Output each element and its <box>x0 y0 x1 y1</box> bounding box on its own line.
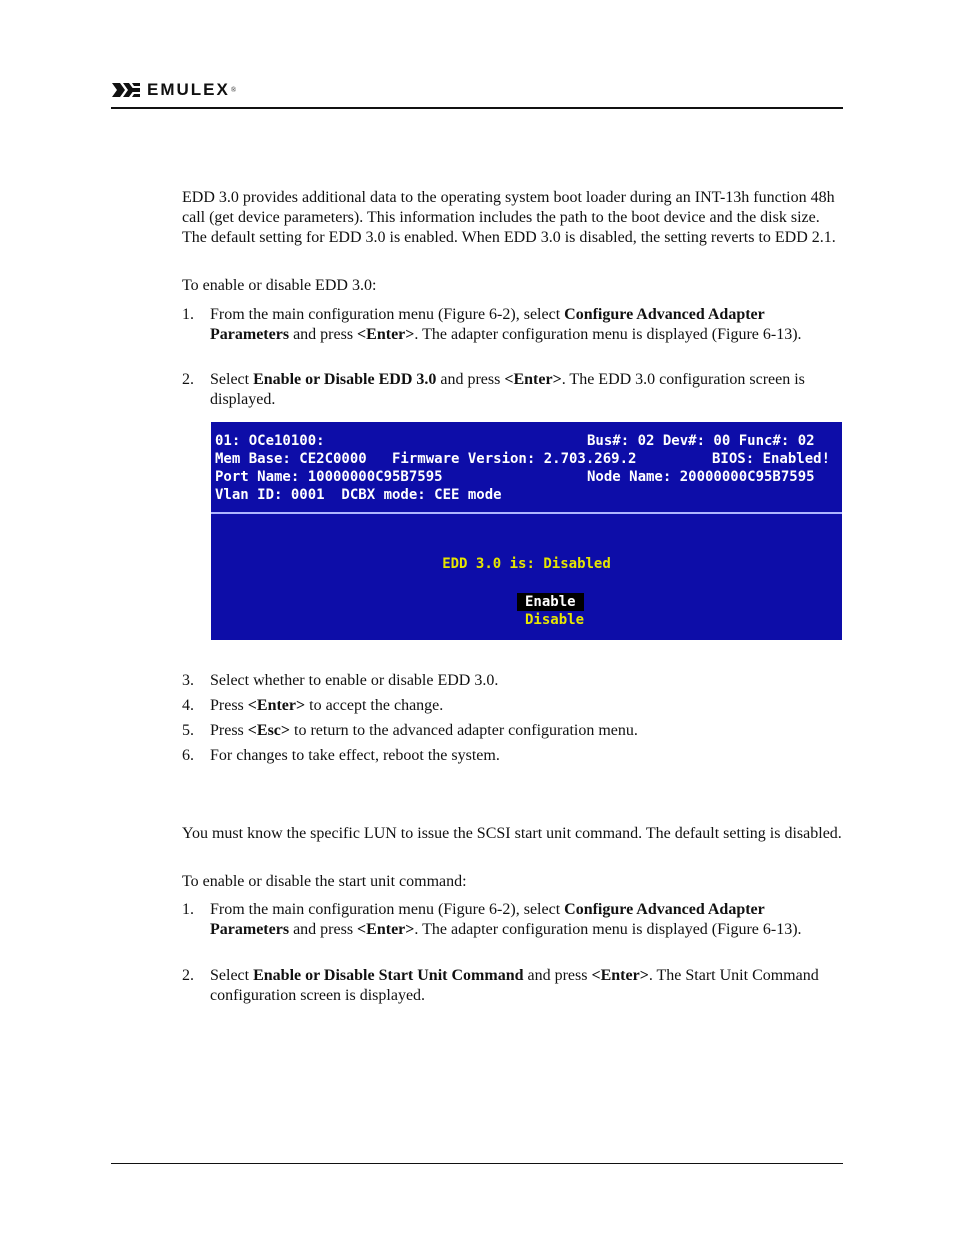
step-text: From the main configuration menu (Figure 6-2), select Configure Advanced Adapter Parameters and press <Enter>. The adapter configuration menu is displayed (Figure 6-13). <box>210 306 802 343</box>
step-number: 5. <box>182 722 194 739</box>
bus-dev-func: Bus#: 02 Dev#: 00 Func#: 02 <box>587 433 815 449</box>
adapter-id-line: 01: OCe10100: <box>215 433 325 449</box>
step-number: 6. <box>182 747 194 764</box>
step-number: 2. <box>182 371 194 388</box>
step-text: For changes to take effect, reboot the system. <box>210 747 500 764</box>
bios-status: BIOS: Enabled! <box>712 451 831 467</box>
edd-step-1 <box>182 305 842 345</box>
edd-config-screen <box>211 422 842 640</box>
edd-status-text: EDD 3.0 is: Disabled <box>442 556 611 572</box>
vlan-dcbx-line: Vlan ID: 0001 DCBX mode: CEE mode <box>215 487 502 503</box>
edd-step-5 <box>182 721 842 741</box>
edd-description: EDD 3.0 provides additional data to the operating system boot loader during an INT-13h function 48h call (get device parameters). This information includes the path to the boot device and the disk size. The default setting for EDD 3.0 is enabled. When EDD 3.0 is disabled, the setting reverts to EDD 2.1. <box>182 189 836 246</box>
edd-step-3 <box>182 671 842 691</box>
step-number: 1. <box>182 901 194 918</box>
edd-step-6 <box>182 746 842 766</box>
step-text: Select Enable or Disable EDD 3.0 and press <Enter>. The EDD 3.0 configuration screen is displayed. <box>210 371 805 408</box>
step-number: 3. <box>182 672 194 689</box>
logo-wordmark: EMULEX <box>147 80 230 99</box>
screen-divider <box>211 512 842 514</box>
option-disable[interactable]: Disable <box>525 612 585 628</box>
port-name-line: Port Name: 10000000C95B7595 <box>215 469 443 485</box>
header-rule <box>111 107 843 109</box>
step-text: Select Enable or Disable Start Unit Command and press <Enter>. The Start Unit Command configuration screen is displayed. <box>210 967 819 1004</box>
step-text: Press <Esc> to return to the advanced adapter configuration menu. <box>210 722 638 739</box>
start-unit-intro-line: To enable or disable the start unit command: <box>182 873 467 890</box>
start-unit-description: You must know the specific LUN to issue the SCSI start unit command. The default setting is disabled. <box>182 825 842 842</box>
step-text: From the main configuration menu (Figure 6-2), select Configure Advanced Adapter Parameters and press <Enter>. The adapter configuration menu is displayed (Figure 6-13). <box>210 901 802 938</box>
footer-rule <box>111 1163 843 1164</box>
edd-step-4 <box>182 696 842 716</box>
emulex-mark-icon <box>111 81 141 99</box>
step-number: 4. <box>182 697 194 714</box>
mem-firmware-line: Mem Base: CE2C0000 Firmware Version: 2.703.269.2 <box>215 451 637 467</box>
start-unit-step-1 <box>182 900 842 940</box>
step-number: 2. <box>182 967 194 984</box>
node-name-line: Node Name: 20000000C95B7595 <box>587 469 815 485</box>
step-text: Press <Enter> to accept the change. <box>210 697 444 714</box>
option-enable[interactable]: Enable <box>517 593 584 611</box>
step-text: Select whether to enable or disable EDD 3.0. <box>210 672 499 689</box>
edd-intro-line: To enable or disable EDD 3.0: <box>182 277 377 294</box>
emulex-logo <box>111 80 236 100</box>
edd-step-2 <box>182 370 842 410</box>
start-unit-step-2 <box>182 966 842 1006</box>
step-number: 1. <box>182 306 194 323</box>
logo-trademark: ® <box>230 86 237 94</box>
adapter-info-header <box>211 422 842 512</box>
